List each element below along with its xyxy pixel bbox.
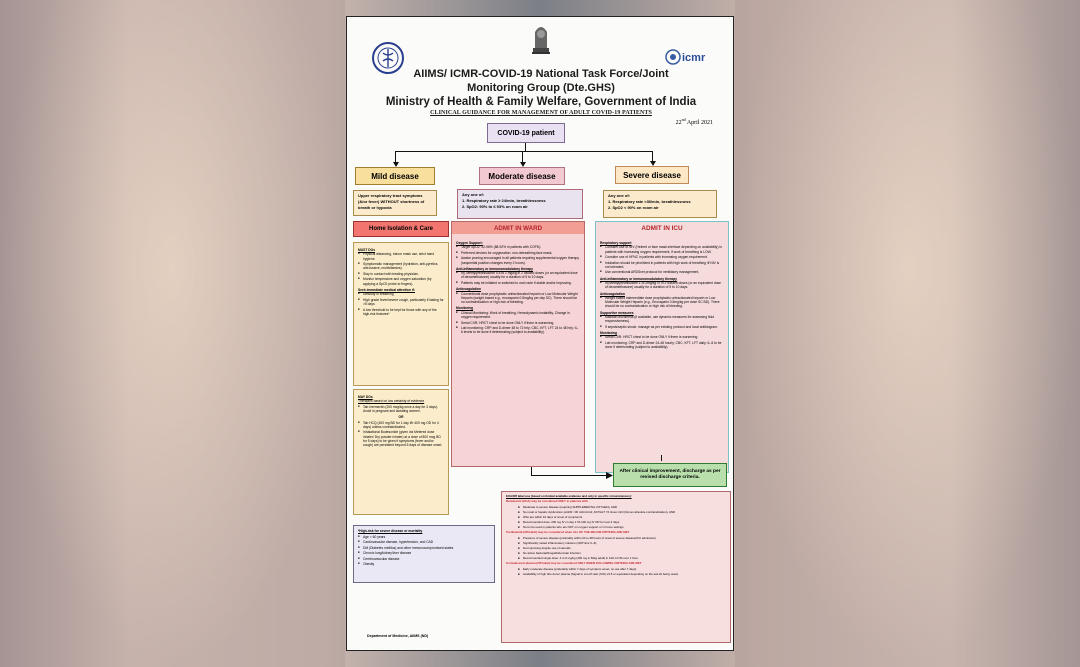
icmr-logo-text: icmr xyxy=(682,52,706,64)
mild-definition: Upper respiratory tract symptoms (&/or fever) WITHOUT shortness of breath or hypoxia xyxy=(353,190,437,216)
title-line-1: AIIMS/ ICMR-COVID-19 National Task Force/Joint xyxy=(413,68,669,80)
mild-disease-box: Mild disease xyxy=(355,167,435,185)
moderate-disease-box: Moderate disease xyxy=(479,167,565,185)
home-isolation-box: Home Isolation & Care xyxy=(353,221,449,237)
connector-line xyxy=(531,475,609,476)
connector-line xyxy=(525,143,526,151)
document-date: 22nd April 2021 xyxy=(675,117,713,126)
national-emblem-icon xyxy=(529,20,553,58)
connector-line xyxy=(661,455,662,461)
must-dos-panel: MUST DOs ■ Physical distancing, indoor mask use, strict hand hygiene. ■ Symptomatic management (hydration, anti-pyretics, anti-tussive, multivitamins). ■ Stay in contact with treating physician. ■ Monitor temperature and oxygen saturation (by applying a SpO2 probe to fingers). Seek immediate medical attention if: ■ Difficulty in breathing ■ High grade fever/severe cough, particularly if lasting for >5 days ■ A low threshold to be kept for those with any of the high-risk features* xyxy=(353,242,449,386)
may-dos-panel: MAY DOs Therapies based on low certainty of evidence ■ Tab Ivermectin (200 mcg/kg once a day for 3 days). Avoid in pregnant and lactating women. OR ■ Tab HCQ (400 mg BD for 1 day f/b 400 mg OD for 4 days) unless contraindicated. ■ Inhalational Budesonide (given via Metered dose inhaler/ Dry powder inhaler) at a dose of 800 mcg BD for 5 days) to be given if symptoms (fever and/or cough) are persistent beyond 5 days of disease onset. xyxy=(353,389,449,515)
severe-disease-box: Severe disease xyxy=(615,166,689,184)
guideline-document xyxy=(346,16,734,651)
moderate-definition: Any one of: 1. Respiratory rate ≥ 24/min, breathlessness 2. SpO2: 90% to ≤ 93% on room air xyxy=(457,189,583,219)
footer-department: Department of Medicine, AIIMS (ND) xyxy=(367,634,429,638)
background-left xyxy=(0,0,345,667)
severe-definition: Any one of: 1. Respiratory rate >30/min, breathlessness 2. SpO2 < 90% on room air xyxy=(603,190,717,218)
connector-line xyxy=(395,151,653,152)
title-line-3: Ministry of Health & Family Welfare, Government of India xyxy=(385,96,697,108)
title-line-2: Monitoring Group (Dte.GHS) xyxy=(467,82,615,94)
high-risk-panel: *High-risk for severe disease or mortality ■ Age > 60 years ■ Cardiovascular disease, hypertension, and CAD ■ DM (Diabetes mellitus) and other immunocompromised states ■ Chronic lung/kidney/liver disease ■ Cerebrovascular disease ■ Obesity xyxy=(353,525,495,583)
admit-in-icu-panel: ADMIT IN ICU Respiratory support ■ Consider use of NIV (Helmet or face mask interface depending on availability) in patients with increasing oxygen requirement, if work of breathing is LOW. ■ Consider use of HFNC in patients with increasing oxygen requirement. ■ Intubation should be prioritized in patients with high work of breathing /if NIV is not tolerated. ■ Use conventional ARDSnet protocol for ventilatory management. Anti-inflammatory or immunomodulatory therapy ■ Inj Methylprednisolone 1 to 2mg/kg IV in 2 divided doses (or an equivalent dose of dexamethasone) usually for a duration of 5 to 10 days. Anticoagulation ■ Weight based intermediate dose prophylactic unfractionated heparin or Low Molecular Weight Heparin (e.g., Enoxaparin 0.5mg/kg per dose SC BD). There should be no contraindication or high risk of bleeding. Supportive measures ■ Maintain euvolemia (if available, use dynamic measures for assessing fluid responsiveness). ■ If sepsis/septic shock: manage as per existing protocol and local antibiogram. Monitoring ■ Serial CXR; HRCT chest to be done ONLY if there is worsening. ■ Lab monitoring: CRP and D-dimer 24-48 hourly; CBC, KFT, LFT daily; IL-6 to be done if deteriorating (subject to availability). xyxy=(595,221,729,473)
eua-off-label-panel: EUA/Off label use (based on limited available evidence and only in specific circumstances): Remdesivir (EUA) may be considered ONLY in patients with ■ Moderate to severe disease (requiring SUPPLEMENTAL OXYGEN), AND ■ No renal or hepatic dysfunction (eGFR <30 ml/min/m2; AST/ALT >5 times ULN (Not an absolute contraindication), AND ■ Who are within 10 days of onset of symptom/s. ■ Recommended dose: 200 mg IV on day 1 f/b 100 mg IV OD for next 4 days. ■ Not to be used in patients who are NOT on oxygen support or in home settings Tocilizumab (Off-label) may be considered when ALL OF THE BELOW CRITERIA ARE MET ■ Presence of severe disease (preferably within 24 to 48 hours of onset of severe disease/ICU admission). ■ Significantly raised inflammatory markers (CRP &/or IL-6). ■ Not improving despite use of steroids. ■ No active bacterial/fungal/tubercular infection. ■ Recommended single dose: 4 to 6 mg/kg (400 mg in 60kg adult) in 100 ml NS over 1 hour. Convalescent plasma (Off label) may be considered ONLY WHEN FOLLOWING CRITERIA ARE MET ■ Early moderate disease (preferably within 7 days of symptom onset, no use after 7 days). ■ Availability of high titre donor plasma (Signal to cut-off ratio (S/O) ≥3.5 or equivalent depending on the test kit being used). xyxy=(501,491,731,643)
discharge-box: After clinical improvement, discharge as per revised discharge criteria. xyxy=(613,463,727,487)
background-right xyxy=(735,0,1080,667)
icmr-logo-icon xyxy=(665,43,713,71)
ward-title: ADMIT IN WARD xyxy=(452,222,584,234)
admit-in-ward-panel: ADMIT IN WARD Oxygen Support: ■ Target SpO2: 92-96% (88-92% in patients with COPD). ■ Preferred devices for oxygenation: non-rebreathing face mask. ■ Awake proning encouraged in all patients requiring supplemental oxygen therapy (sequential position changes every 2 hours). Anti-inflammatory or immunomodulatory therapy ■ Inj. Methylprednisolone 0.5 to 1 mg/kg in 2 divided doses (or an equivalent dose of dexamethasone) usually for a duration of 5 to 10 days. ■ Patients may be initiated or switched to oral route if stable and/or improving. Anticoagulation ■ Conventional dose prophylactic unfractionated heparin or Low Molecular Weight Heparin (weight based e.g., enoxaparin 0.5mg/kg per day SC). There should be no contraindication or high risk of bleeding. Monitoring ■ Clinical Monitoring: Work of breathing, Hemodynamic instability, Change in oxygen requirement. ■ Serial CXR; HRCT chest to be done ONLY if there is worsening. ■ Lab monitoring: CRP and D-dimer 48 to 72 hrly; CBC, KFT, LFT 24 to 48 hrly; IL-6 levels to be done if deteriorating (subject to availability). xyxy=(451,221,585,467)
covid-patient-box: COVID-19 patient xyxy=(487,123,565,143)
icu-title: ADMIT IN ICU xyxy=(596,222,728,234)
title-line-4: CLINICAL GUIDANCE FOR MANAGEMENT OF ADULT COVID-19 PATIENTS xyxy=(430,110,652,116)
connector-line xyxy=(531,467,532,475)
